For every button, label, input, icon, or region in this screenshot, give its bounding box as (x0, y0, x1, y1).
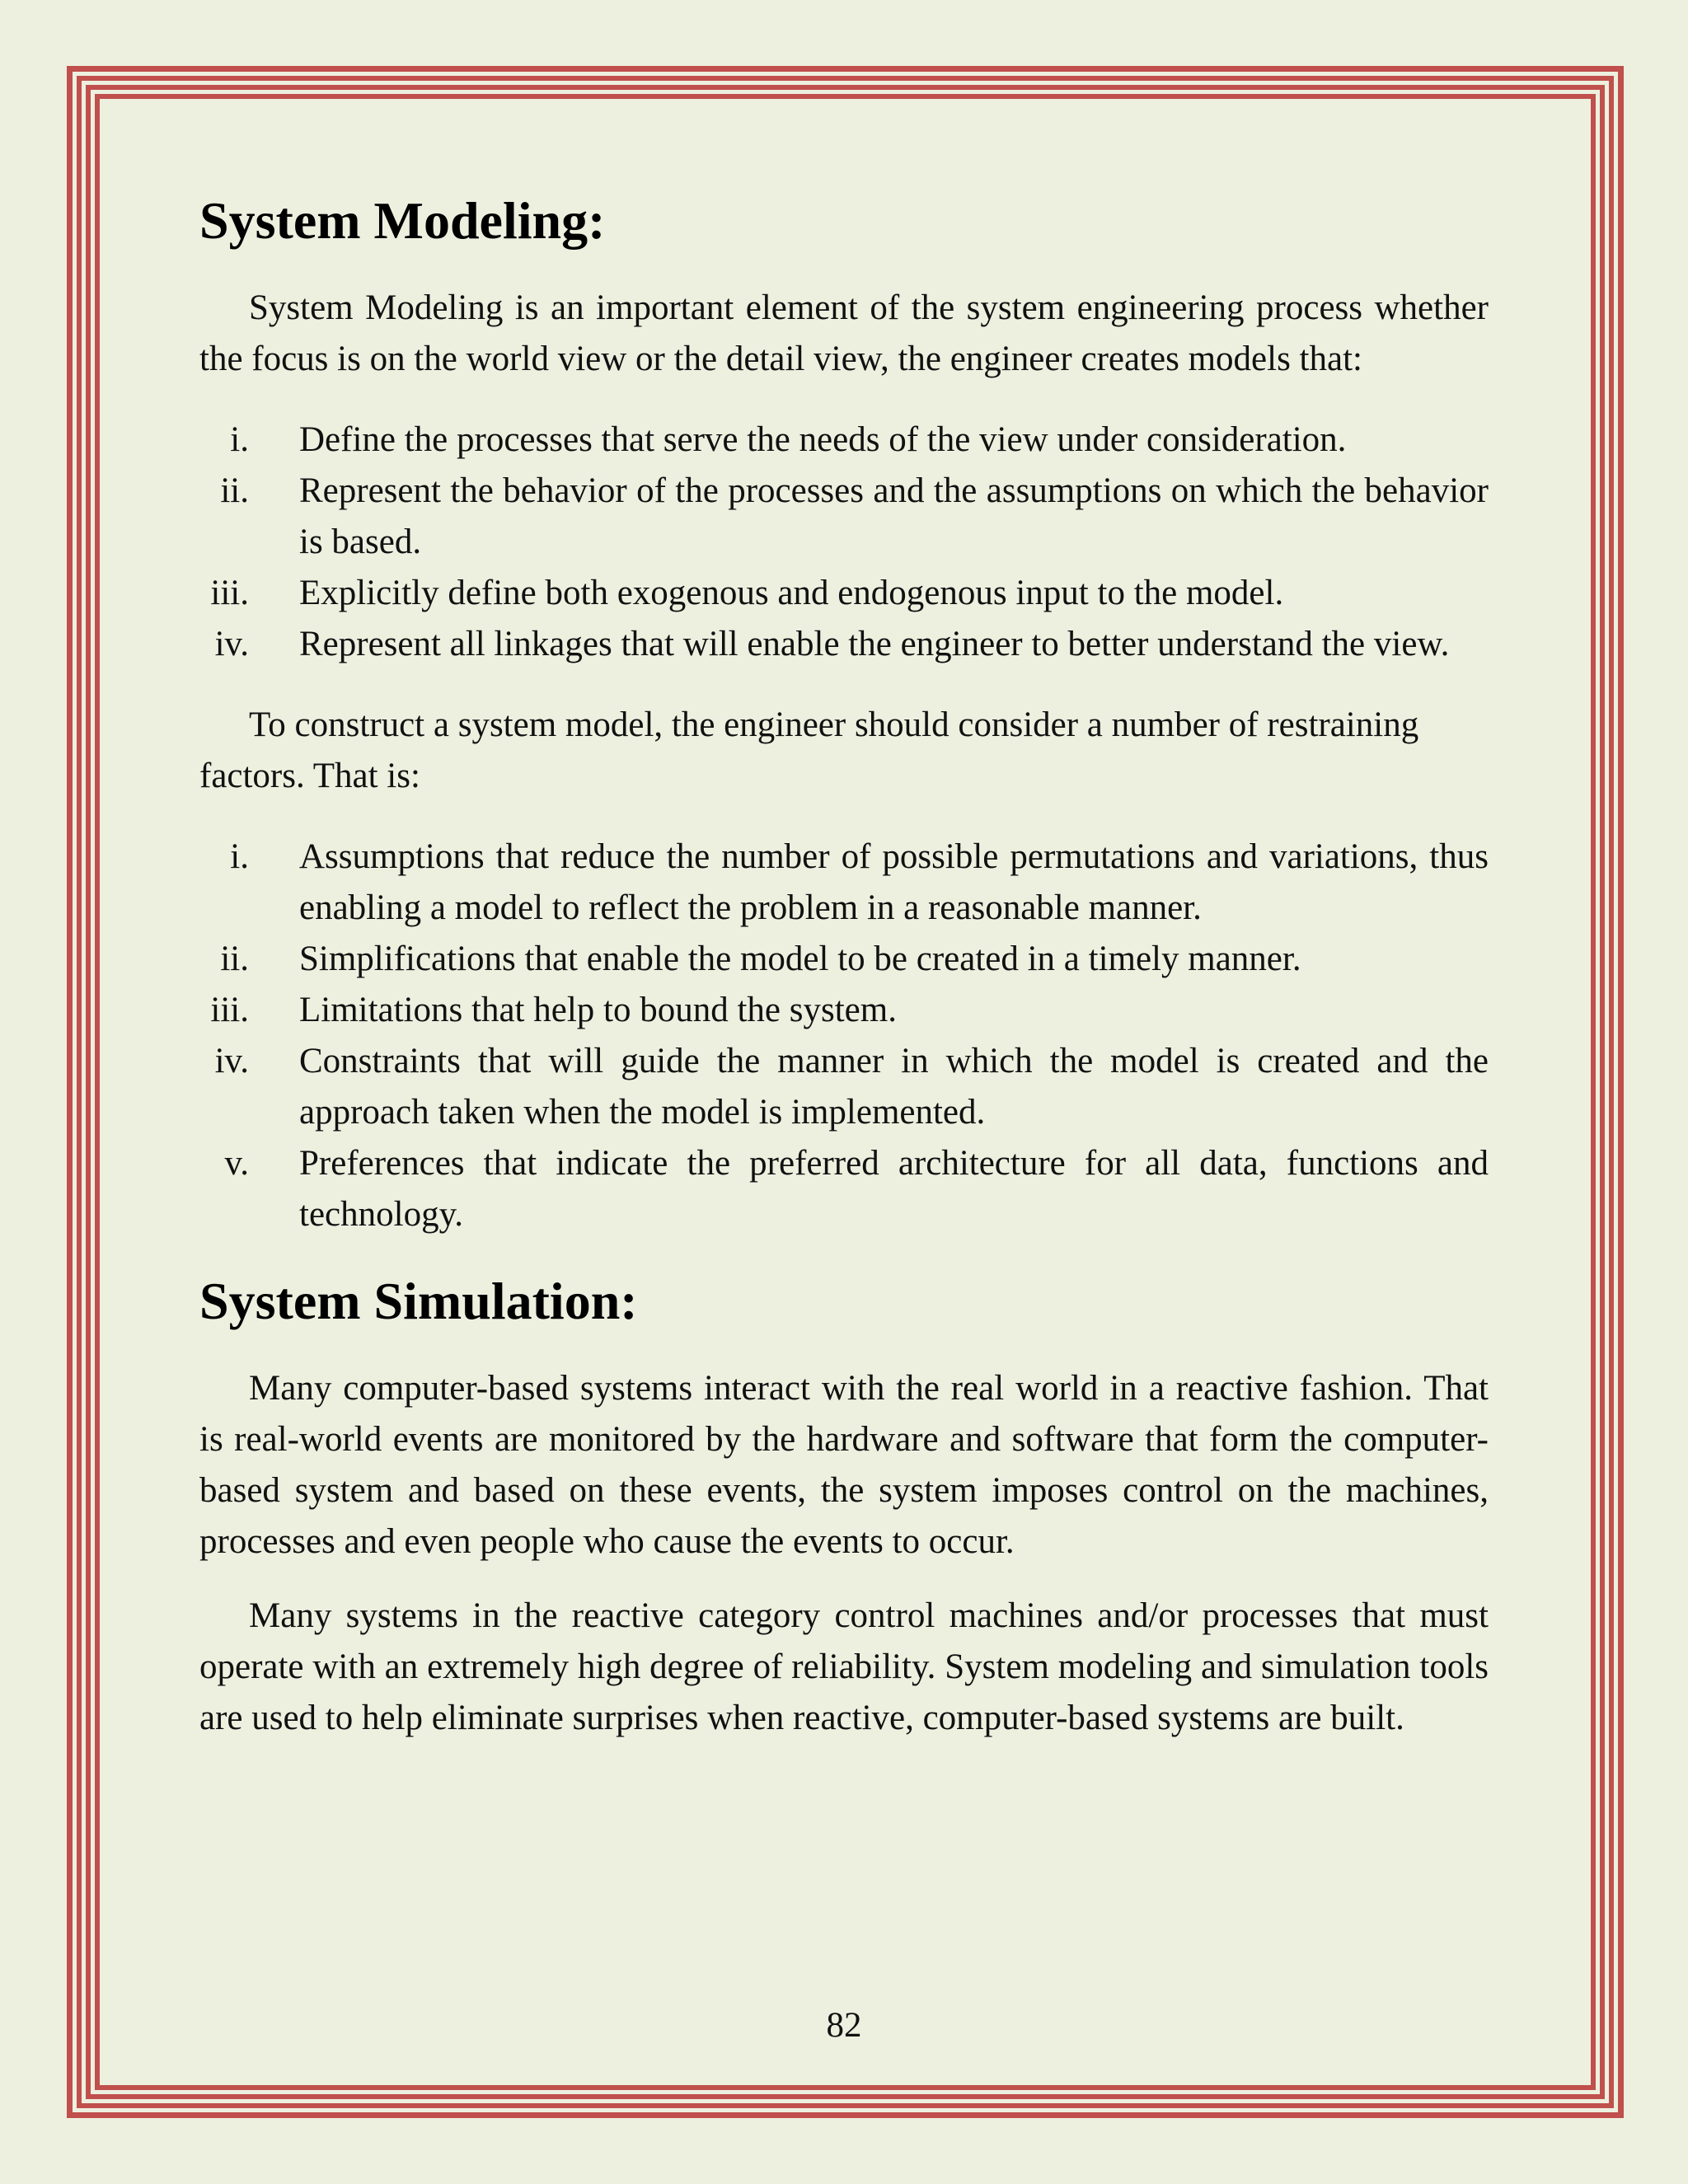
list-item-text: Limitations that help to bound the system. (299, 990, 897, 1029)
page-content (199, 190, 1489, 1744)
list-item-number: iii. (210, 990, 249, 1029)
system-simulation-paragraph-1: Many computer-based systems interact with the real world in a reactive fashion. That is real-world events are monitored by the hardware and software that form the computer-based system and based on these events, the system imposes control on the machines, processes and even people who cause the events to occur. (199, 1368, 1489, 1561)
list-item-text: Simplifications that enable the model to be created in a timely manner. (299, 939, 1301, 978)
list-item-text: Represent the behavior of the processes and the assumptions on which the behavior is based. (299, 471, 1489, 561)
restraining-factors-list (199, 832, 1489, 1240)
list-item-text: Represent all linkages that will enable the engineer to better understand the view. (299, 624, 1450, 663)
section-heading-system-modeling: System Modeling: (199, 191, 606, 250)
list-item (199, 568, 1489, 619)
list-item (199, 1036, 1489, 1138)
list-item (199, 832, 1489, 934)
page-number: 82 (826, 2006, 862, 2045)
system-modeling-intro: System Modeling is an important element of the system engineering process whether the focus is on the world view or the detail view, the engineer creates models that: (199, 288, 1489, 378)
list-item-number: v. (224, 1143, 249, 1183)
section-heading-system-simulation: System Simulation: (199, 1271, 638, 1330)
list-item (199, 466, 1489, 568)
list-item-text: Preferences that indicate the preferred architecture for all data, functions and technology. (299, 1143, 1489, 1234)
system-simulation-paragraph-2: Many systems in the reactive category control machines and/or processes that must operate with an extremely high degree of reliability. System modeling and simulation tools are used to help eliminate surprises when reactive, computer-based systems are built. (199, 1596, 1489, 1737)
list-item-text: Explicitly define both exogenous and endogenous input to the model. (299, 573, 1284, 612)
list-item-number: ii. (220, 939, 249, 978)
list-item (199, 934, 1489, 985)
list-item-number: iii. (210, 573, 249, 612)
list-item-text: Constraints that will guide the manner in which the model is created and the approach taken when the model is implemented. (299, 1041, 1489, 1132)
list-item-number: ii. (220, 471, 249, 510)
list-item-text: Assumptions that reduce the number of possible permutations and variations, thus enabling a model to reflect the problem in a reasonable manner. (299, 837, 1489, 927)
list-item (199, 619, 1489, 670)
list-item-number: i. (230, 419, 249, 459)
list-item (199, 1138, 1489, 1240)
list-item-number: iv. (214, 624, 249, 663)
list-item-text: Define the processes that serve the needs of the view under consideration. (299, 419, 1347, 459)
list-item (199, 985, 1489, 1036)
list-item-number: i. (230, 837, 249, 876)
list-item-number: iv. (214, 1041, 249, 1080)
restraining-factors-intro: To construct a system model, the engineer should consider a number of restraining factors. That is: (199, 705, 1419, 795)
list-item (199, 415, 1489, 466)
model-requirements-list (199, 415, 1489, 670)
